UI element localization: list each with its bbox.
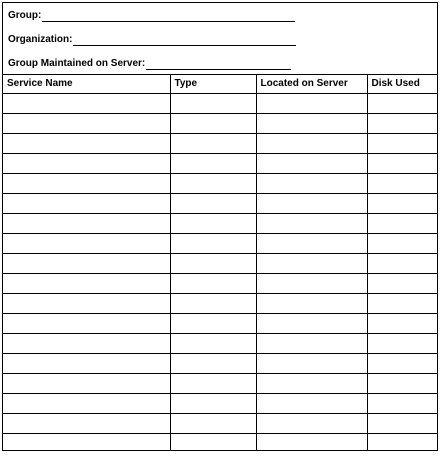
table-cell-disk-used[interactable] (367, 293, 437, 313)
table-row (3, 313, 437, 333)
table-cell-disk-used[interactable] (367, 313, 437, 333)
group-label: Group: (8, 10, 42, 21)
table-cell-disk-used[interactable] (367, 333, 437, 353)
table-cell-located-on-server[interactable] (256, 273, 367, 293)
table-cell-service-name[interactable] (3, 153, 170, 173)
table-row (3, 233, 437, 253)
organization-label: Organization: (8, 34, 73, 45)
table-cell-service-name[interactable] (3, 173, 170, 193)
table-cell-located-on-server[interactable] (256, 413, 367, 433)
table-cell-type[interactable] (170, 133, 256, 153)
table-row (3, 373, 437, 393)
table-cell-type[interactable] (170, 373, 256, 393)
table-cell-disk-used[interactable] (367, 253, 437, 273)
table-cell-service-name[interactable] (3, 433, 170, 451)
table-cell-service-name[interactable] (3, 93, 170, 113)
table-cell-disk-used[interactable] (367, 413, 437, 433)
server-blank-line[interactable] (146, 59, 291, 70)
table-cell-type[interactable] (170, 393, 256, 413)
table-cell-located-on-server[interactable] (256, 133, 367, 153)
group-field (8, 10, 295, 22)
table-cell-type[interactable] (170, 153, 256, 173)
table-cell-located-on-server[interactable] (256, 373, 367, 393)
table-cell-disk-used[interactable] (367, 373, 437, 393)
table-cell-service-name[interactable] (3, 133, 170, 153)
table-cell-disk-used[interactable] (367, 133, 437, 153)
table-row (3, 93, 437, 113)
organization-field (8, 34, 296, 46)
table-row (3, 333, 437, 353)
table-cell-located-on-server[interactable] (256, 333, 367, 353)
table-cell-located-on-server[interactable] (256, 153, 367, 173)
table-cell-service-name[interactable] (3, 233, 170, 253)
table-cell-type[interactable] (170, 313, 256, 333)
table-row (3, 433, 437, 451)
table-cell-service-name[interactable] (3, 393, 170, 413)
table-cell-service-name[interactable] (3, 293, 170, 313)
table-cell-located-on-server[interactable] (256, 393, 367, 413)
table-cell-located-on-server[interactable] (256, 253, 367, 273)
table-cell-service-name[interactable] (3, 333, 170, 353)
table-cell-type[interactable] (170, 333, 256, 353)
table-cell-located-on-server[interactable] (256, 353, 367, 373)
table-row (3, 353, 437, 373)
table-cell-located-on-server[interactable] (256, 173, 367, 193)
table-cell-disk-used[interactable] (367, 213, 437, 233)
table-cell-located-on-server[interactable] (256, 113, 367, 133)
table-cell-service-name[interactable] (3, 253, 170, 273)
table-cell-type[interactable] (170, 253, 256, 273)
table-cell-type[interactable] (170, 353, 256, 373)
column-header-type: Type (170, 75, 256, 93)
services-table (3, 75, 437, 451)
table-cell-located-on-server[interactable] (256, 233, 367, 253)
table-cell-service-name[interactable] (3, 213, 170, 233)
table-cell-disk-used[interactable] (367, 273, 437, 293)
table-cell-disk-used[interactable] (367, 233, 437, 253)
column-header-disk-used: Disk Used (367, 75, 437, 93)
column-header-located-on-server: Located on Server (256, 75, 367, 93)
table-cell-located-on-server[interactable] (256, 93, 367, 113)
organization-blank-line[interactable] (73, 35, 296, 46)
table-cell-disk-used[interactable] (367, 433, 437, 451)
table-body (3, 93, 437, 451)
table-cell-type[interactable] (170, 93, 256, 113)
table-row (3, 133, 437, 153)
table-cell-service-name[interactable] (3, 193, 170, 213)
table-cell-type[interactable] (170, 293, 256, 313)
table-cell-located-on-server[interactable] (256, 213, 367, 233)
form-header (3, 3, 437, 75)
table-cell-type[interactable] (170, 233, 256, 253)
table-row (3, 393, 437, 413)
table-cell-disk-used[interactable] (367, 113, 437, 133)
table-cell-type[interactable] (170, 193, 256, 213)
table-cell-service-name[interactable] (3, 353, 170, 373)
table-cell-service-name[interactable] (3, 113, 170, 133)
table-cell-disk-used[interactable] (367, 193, 437, 213)
table-cell-located-on-server[interactable] (256, 433, 367, 451)
table-cell-service-name[interactable] (3, 413, 170, 433)
table-row (3, 253, 437, 273)
server-services-form (2, 2, 438, 451)
table-cell-service-name[interactable] (3, 313, 170, 333)
table-cell-type[interactable] (170, 213, 256, 233)
table-cell-type[interactable] (170, 173, 256, 193)
table-row (3, 413, 437, 433)
table-cell-disk-used[interactable] (367, 153, 437, 173)
table-row (3, 193, 437, 213)
table-row (3, 273, 437, 293)
table-row (3, 113, 437, 133)
table-cell-type[interactable] (170, 113, 256, 133)
table-cell-disk-used[interactable] (367, 393, 437, 413)
table-cell-type[interactable] (170, 433, 256, 451)
server-label: Group Maintained on Server: (8, 58, 146, 69)
table-cell-located-on-server[interactable] (256, 313, 367, 333)
table-row (3, 293, 437, 313)
table-cell-disk-used[interactable] (367, 173, 437, 193)
table-row (3, 153, 437, 173)
group-blank-line[interactable] (42, 11, 295, 22)
table-cell-type[interactable] (170, 273, 256, 293)
table-row (3, 173, 437, 193)
column-header-service-name: Service Name (3, 75, 170, 93)
table-cell-type[interactable] (170, 413, 256, 433)
table-cell-disk-used[interactable] (367, 93, 437, 113)
table-cell-service-name[interactable] (3, 273, 170, 293)
server-field (8, 58, 291, 70)
table-cell-disk-used[interactable] (367, 353, 437, 373)
table-header-row (3, 75, 437, 93)
table-cell-located-on-server[interactable] (256, 193, 367, 213)
table-cell-located-on-server[interactable] (256, 293, 367, 313)
table-row (3, 213, 437, 233)
table-cell-service-name[interactable] (3, 373, 170, 393)
